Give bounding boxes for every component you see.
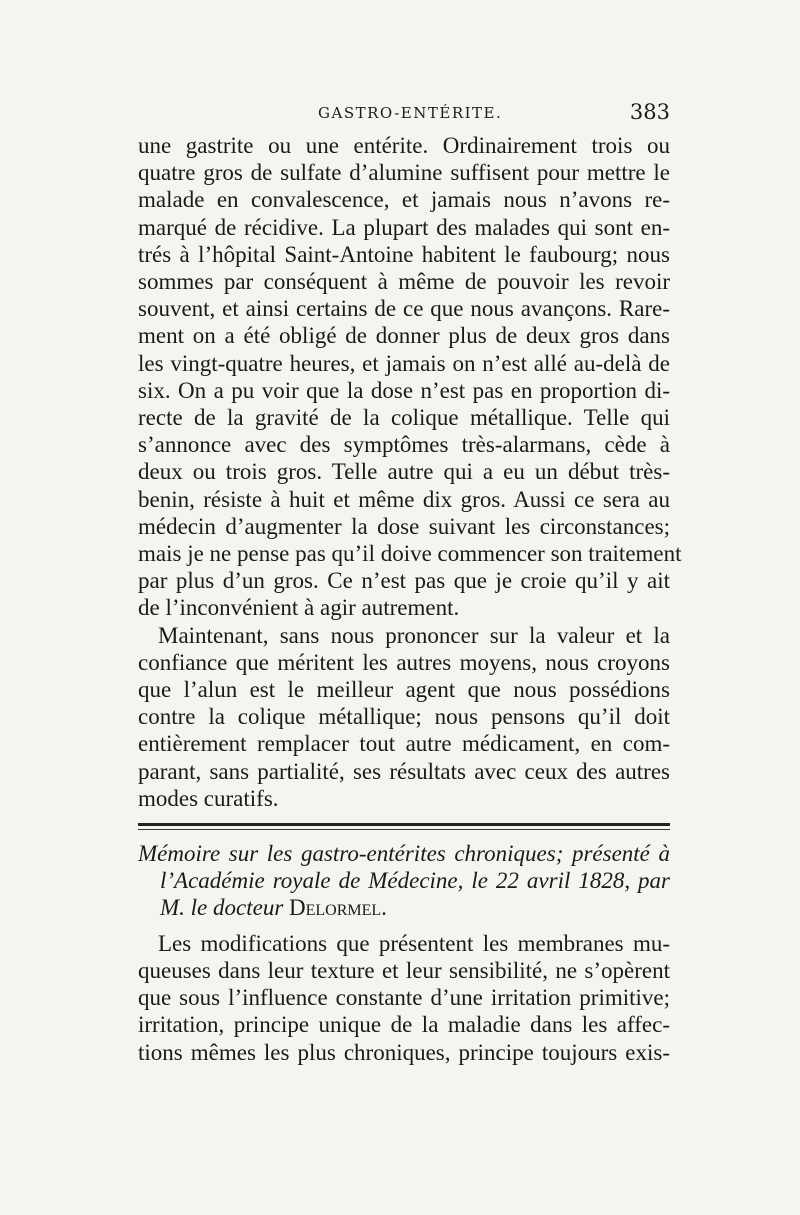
text-line: confiance que méritent les autres moyens, nous croyons bbox=[138, 649, 670, 675]
text-line: sommes par conséquent à même de pouvoir les revoir bbox=[138, 269, 670, 295]
text-line: ment on a été obligé de donner plus de deux gros dans bbox=[138, 323, 670, 349]
divider-thick-rule bbox=[138, 823, 670, 826]
text-line: s’annonce avec des symptômes très-alarmans, cède à bbox=[138, 432, 670, 458]
text-line: par plus d’un gros. Ce n’est pas que je croie qu’il y ait bbox=[138, 568, 670, 594]
text-line: souvent, et ainsi certains de ce que nous avançons. Rare- bbox=[138, 296, 670, 322]
text-line: Les modifications que présentent les membranes mu- bbox=[158, 930, 670, 956]
heading-line: Mémoire sur les gastro-entérites chroniques; présenté à bbox=[138, 841, 670, 867]
text-line: irritation, principe unique de la maladie dans les affec- bbox=[138, 1012, 670, 1038]
paragraph-conclusion bbox=[138, 622, 670, 812]
text-line: de l’inconvénient à agir autrement. bbox=[138, 595, 460, 621]
text-line: benin, résiste à huit et même dix gros. Aussi ce sera au bbox=[138, 486, 670, 512]
text-line: marqué de récidive. La plupart des malades qui sont en- bbox=[138, 214, 670, 240]
running-head-title: GASTRO-ENTÉRITE. bbox=[318, 104, 503, 122]
memoire-heading bbox=[138, 840, 670, 922]
text-line: malade en convalescence, et jamais nous n’avons re- bbox=[138, 187, 670, 213]
text-line: entièrement remplacer tout autre médicament, en com- bbox=[138, 731, 670, 757]
page-number: 383 bbox=[629, 100, 670, 124]
text-line: queuses dans leur texture et leur sensibilité, ne s’opèrent bbox=[138, 957, 670, 983]
text-line: trés à l’hôpital Saint-Antoine habitent le faubourg; nous bbox=[138, 241, 670, 267]
text-line: que sous l’influence constante d’une irritation primitive; bbox=[138, 985, 670, 1011]
paragraph-alun-dosage bbox=[138, 132, 682, 622]
text-line: tions mêmes les plus chroniques, principe toujours exis- bbox=[138, 1039, 670, 1065]
text-line: recte de la gravité de la colique métallique. Telle qui bbox=[138, 405, 670, 431]
heading-line: l’Académie royale de Médecine, le 22 avril 1828, par bbox=[160, 868, 670, 894]
body-text bbox=[138, 132, 682, 1066]
text-line: Maintenant, sans nous prononcer sur la valeur et la bbox=[158, 622, 670, 648]
text-line: une gastrite ou une entérite. Ordinairement trois ou bbox=[138, 133, 670, 158]
text-line: mais je ne pense pas qu’il doive commencer son traitement bbox=[138, 541, 682, 567]
text-line: parant, sans partialité, ses résultats avec ceux des autres bbox=[138, 758, 670, 784]
text-line: contre la colique métallique; nous pensons qu’il doit bbox=[138, 704, 670, 730]
text-line: six. On a pu voir que la dose n’est pas en proportion di- bbox=[138, 377, 670, 403]
text-line: que l’alun est le meilleur agent que nous possédions bbox=[138, 677, 670, 703]
paragraph-membranes bbox=[138, 930, 670, 1066]
text-line: modes curatifs. bbox=[138, 785, 279, 811]
author-prefix: M. le docteur bbox=[160, 895, 290, 921]
running-head bbox=[138, 100, 670, 130]
text-line: les vingt-quatre heures, et jamais on n’est allé au-delà de bbox=[138, 350, 670, 376]
text-line: deux ou trois gros. Telle autre qui a eu un début très- bbox=[138, 459, 670, 485]
text-line: médecin d’augmenter la dose suivant les circonstances; bbox=[138, 513, 670, 539]
heading-line-author bbox=[138, 894, 670, 921]
text-line: quatre gros de sulfate d’alumine suffisent pour mettre le bbox=[138, 160, 670, 186]
author-name: Delormel. bbox=[289, 895, 387, 921]
section-divider bbox=[138, 812, 670, 840]
divider-thin-rule bbox=[138, 829, 670, 830]
